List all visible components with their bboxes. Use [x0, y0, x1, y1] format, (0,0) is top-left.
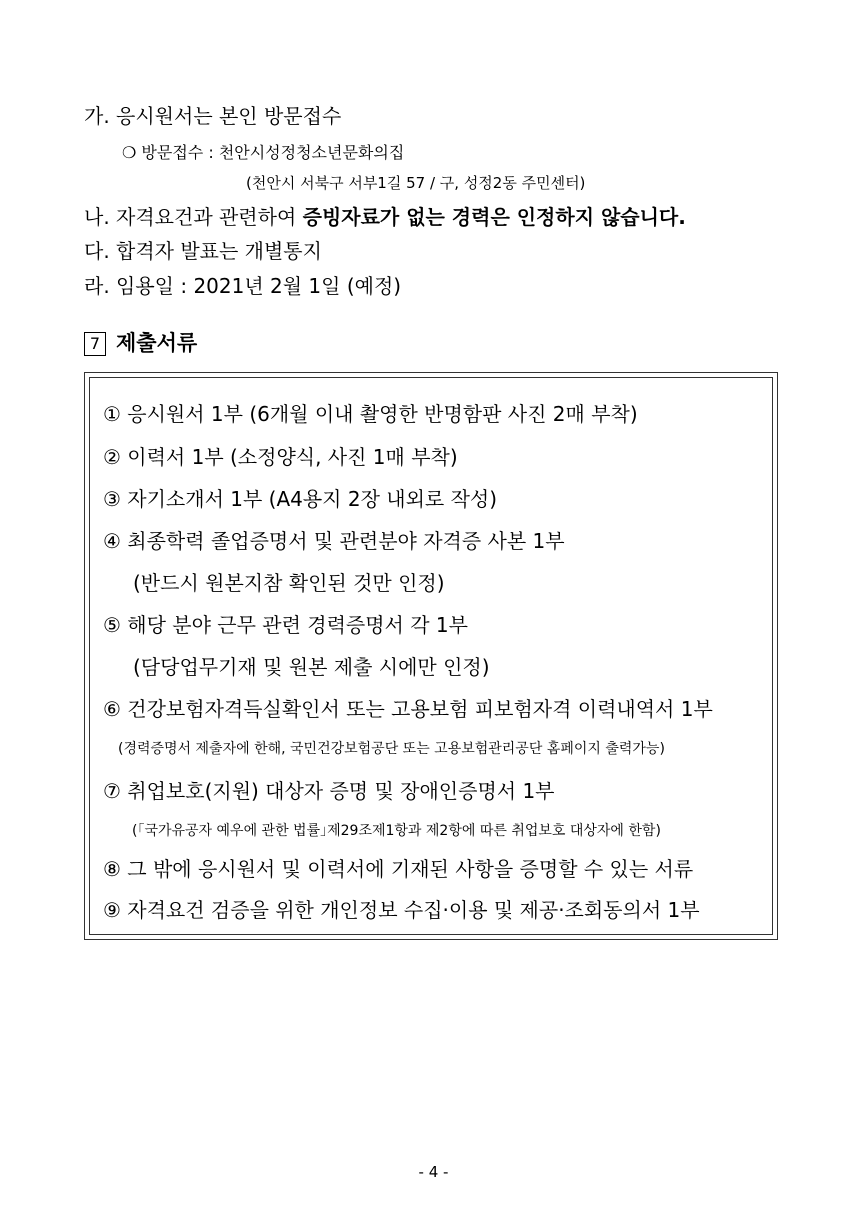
document-9: ⑨ 자격요건 검증을 위한 개인정보 수집·이용 및 제공·조회동의서 1부: [103, 898, 700, 922]
item-na-emphasis: 증빙자료가 없는 경력은 인정하지 않습니다.: [302, 205, 686, 229]
document-5: ⑤ 해당 분야 근무 관련 경력증명서 각 1부: [103, 613, 468, 637]
item-da: 다. 합격자 발표는 개별통지: [84, 239, 322, 263]
document-6: ⑥ 건강보험자격득실확인서 또는 고용보험 피보험자격 이력내역서 1부: [103, 697, 713, 721]
document-4: ④ 최종학력 졸업증명서 및 관련분야 자격증 사본 1부: [103, 529, 565, 553]
item-ra: 라. 임용일 : 2021년 2월 1일 (예정): [84, 274, 402, 298]
item-ga: 가. 응시원서는 본인 방문접수: [84, 104, 342, 128]
page-number: - 4 -: [418, 1163, 449, 1181]
document-4-note: (반드시 원본지참 확인된 것만 인정): [133, 571, 445, 595]
document-7-note: (｢국가유공자 예우에 관한 법률｣제29조제1항과 제2항에 따른 취업보호 대상자에 한함): [132, 823, 661, 839]
section-title: 제출서류: [116, 331, 198, 355]
item-na: [84, 201, 686, 230]
document-6-note: (경력증명서 제출자에 한해, 국민건강보험공단 또는 고용보험관리공단 홈페이지 출력가능): [118, 741, 665, 757]
section-heading: [84, 327, 197, 357]
document-5-note: (담당업무기재 및 원본 제출 시에만 인정): [133, 655, 490, 679]
item-na-prefix: 나. 자격요건과 관련하여: [84, 205, 303, 229]
document-2: ② 이력서 1부 (소정양식, 사진 1매 부착): [103, 445, 458, 469]
address-line: (천안시 서북구 서부1길 57 / 구, 성정2동 주민센터): [246, 174, 586, 192]
document-8: ⑧ 그 밖에 응시원서 및 이력서에 기재된 사항을 증명할 수 있는 서류: [103, 857, 694, 881]
visit-reception-line: ❍ 방문접수 : 천안시성정청소년문화의집: [122, 143, 405, 162]
document-3: ③ 자기소개서 1부 (A4용지 2장 내외로 작성): [103, 487, 498, 511]
document-7: ⑦ 취업보호(지원) 대상자 증명 및 장애인증명서 1부: [103, 779, 555, 803]
section-number-box: 7: [84, 332, 106, 356]
document-1: ① 응시원서 1부 (6개월 이내 촬영한 반명함판 사진 2매 부착): [103, 402, 638, 426]
